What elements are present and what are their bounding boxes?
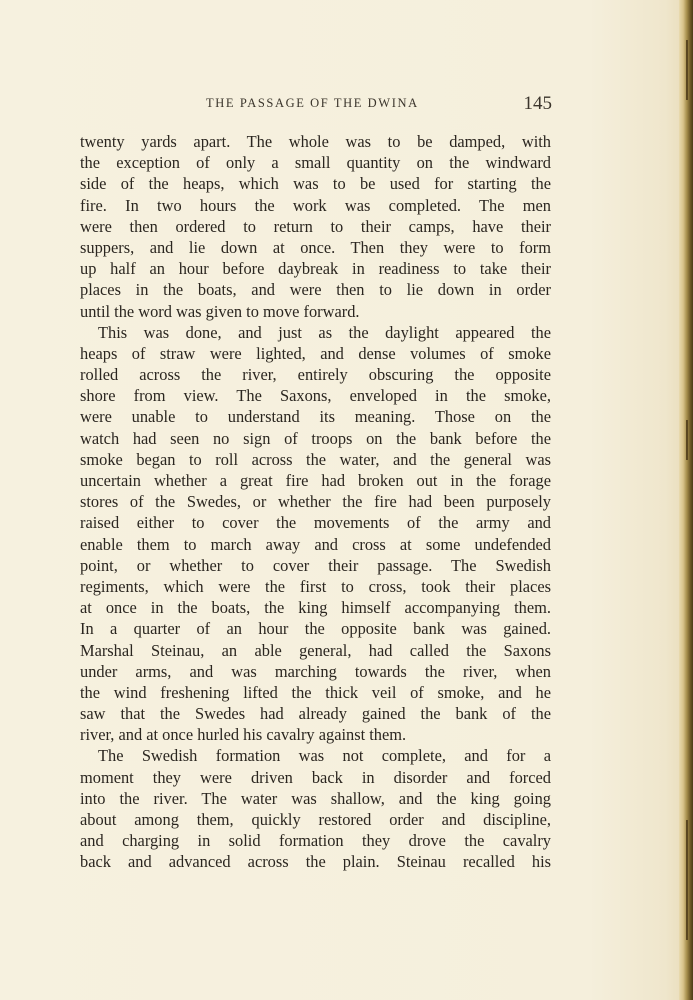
text-line: stores of the Swedes, or whether the fire had been purposely: [80, 492, 551, 512]
text-line: were unable to understand its meaning. Those on the: [80, 407, 551, 427]
text-line: point, or whether to cover their passage. The Swedish: [80, 555, 551, 575]
text-line: twenty yards apart. The whole was to be damped, with: [80, 132, 551, 151]
text-line: rolled across the river, entirely obscuring the opposite: [80, 365, 551, 385]
text-line: at once in the boats, the king himself accompanying them.: [80, 598, 551, 618]
text-line: side of the heaps, which was to be used for starting the: [80, 174, 551, 194]
page-number: 145: [523, 93, 552, 114]
text-line: This was done, and just as the daylight appeared the: [98, 322, 551, 342]
text-line: raised either to cover the movements of the army and: [80, 513, 551, 533]
edge-mark: [686, 40, 688, 100]
text-line: the exception of only a small quantity on the windward: [80, 153, 551, 173]
text-line: river, and at once hurled his cavalry against them.: [80, 725, 407, 745]
body-text: [80, 131, 551, 873]
text-line: regiments, which were the first to cross, took their places: [80, 576, 551, 596]
text-line: moment they were driven back in disorder and forced: [80, 767, 551, 787]
text-line: In a quarter of an hour the opposite bank was gained.: [80, 619, 551, 639]
running-head: [206, 94, 566, 116]
text-line: heaps of straw were lighted, and dense volumes of smoke: [80, 343, 551, 363]
text-line: suppers, and lie down at once. Then they were to form: [80, 237, 551, 257]
edge-mark: [686, 820, 688, 940]
text-line: under arms, and was marching towards the river, when: [80, 661, 551, 681]
text-line: into the river. The water was shallow, and the king going: [80, 788, 551, 808]
text-line: and charging in solid formation they drove the cavalry: [80, 831, 551, 851]
text-line: back and advanced across the plain. Steinau recalled his: [80, 852, 551, 872]
page-edge-shadow: [679, 0, 693, 1000]
text-line: were then ordered to return to their camps, have their: [80, 216, 551, 236]
text-line: shore from view. The Saxons, enveloped in the smoke,: [80, 386, 551, 406]
text-line: until the word was given to move forward.: [80, 301, 360, 321]
text-line: The Swedish formation was not complete, and for a: [98, 746, 551, 766]
text-line: places in the boats, and were then to lie down in order: [80, 280, 551, 300]
text-line: up half an hour before daybreak in readiness to take their: [80, 259, 551, 279]
text-line: watch had seen no sign of troops on the bank before the: [80, 428, 551, 448]
text-line: saw that the Swedes had already gained the bank of the: [80, 704, 551, 724]
text-line: uncertain whether a great fire had broken out in the forage: [80, 471, 551, 490]
text-line: fire. In two hours the work was completed. The men: [80, 195, 551, 215]
text-line: enable them to march away and cross at some undefended: [80, 534, 551, 554]
text-line: smoke began to roll across the water, and the general was: [80, 449, 551, 469]
text-line: about among them, quickly restored order and discipline,: [80, 810, 551, 829]
running-title: THE PASSAGE OF THE DWINA: [206, 96, 419, 110]
text-line: Marshal Steinau, an able general, had called the Saxons: [80, 640, 551, 660]
text-line: the wind freshening lifted the thick veil of smoke, and he: [80, 682, 551, 702]
edge-mark: [686, 420, 688, 460]
